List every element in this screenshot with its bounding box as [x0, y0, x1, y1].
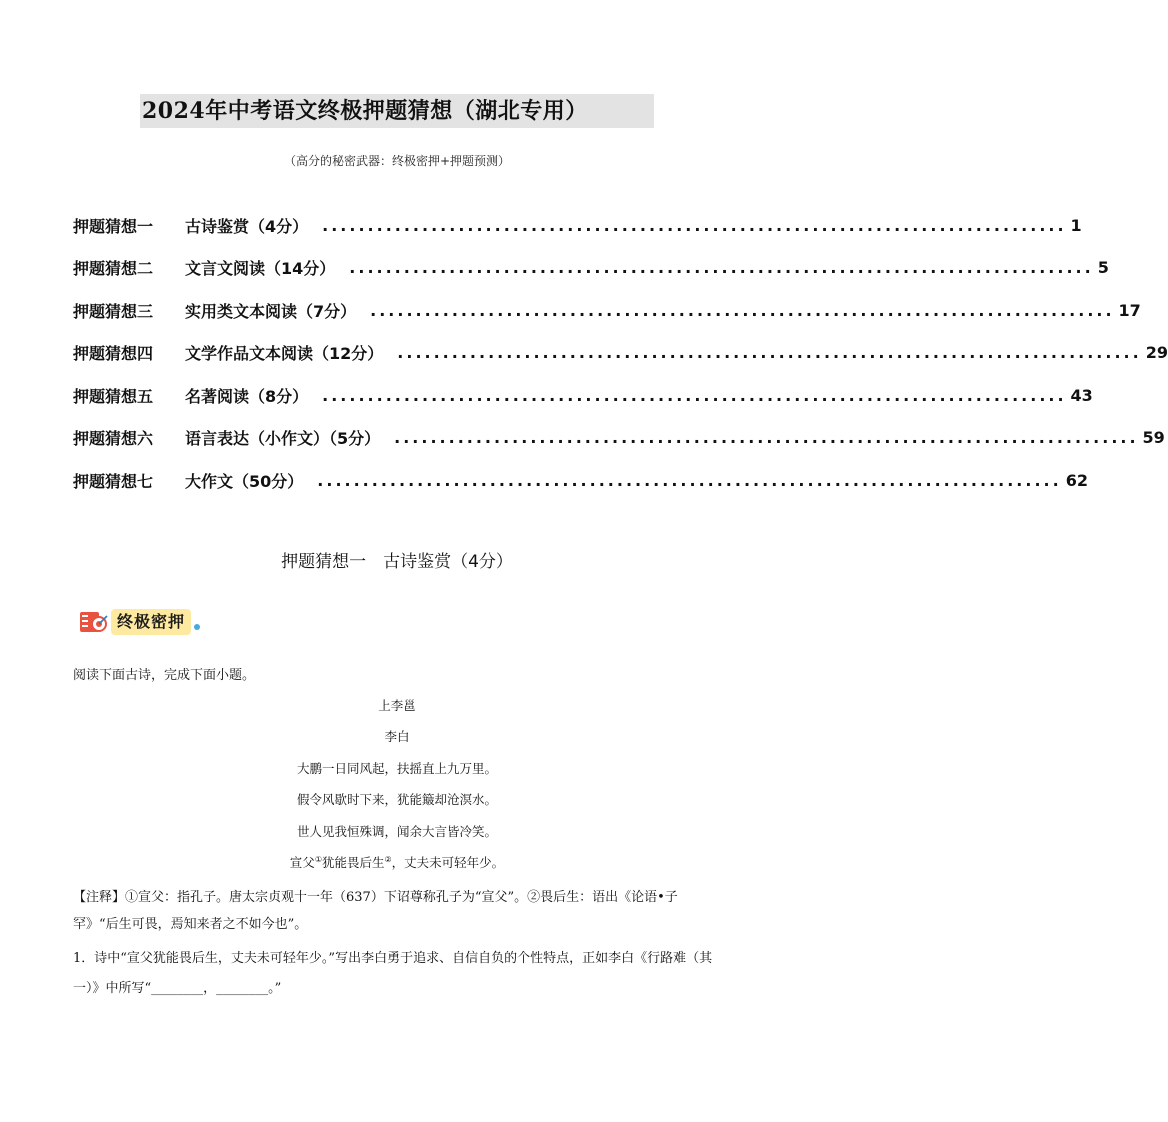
toc-entry[interactable]	[73, 289, 1141, 332]
toc-entry-number: 押题猜想四	[73, 344, 154, 364]
toc-entry-number: 押题猜想三	[73, 301, 154, 321]
toc-entry-page: 43	[1070, 385, 1093, 405]
toc-entry[interactable]	[73, 459, 1088, 502]
toc-leader-dots: ..................................................................................	[317, 470, 1062, 490]
toc-entry-number: 押题猜想二	[73, 259, 154, 279]
poem-line-part: ，丈夫未可轻年少。	[391, 855, 505, 870]
section-heading: 押题猜想一 古诗鉴赏（4分）	[281, 552, 513, 572]
toc-entry[interactable]	[73, 417, 1165, 460]
toc-leader-dots: ..................................................................................	[322, 215, 1067, 235]
page-title: 2024年中考语文终极押题猜想（湖北专用）	[142, 98, 588, 124]
toc-entry[interactable]	[73, 374, 1093, 417]
toc-entry-title: 大作文（50分）	[185, 471, 304, 491]
toc-leader-dots: ..................................................................................	[394, 428, 1139, 448]
toc-entry-title: 实用类文本阅读（7分）	[185, 301, 357, 321]
toc-entry-page: 59	[1142, 428, 1165, 448]
toc-leader-dots: ..................................................................................	[322, 385, 1067, 405]
toc-entry-title: 文学作品文本阅读（12分）	[185, 344, 384, 364]
toc-leader-dots: ..................................................................................	[397, 343, 1142, 363]
poem-line: 大鹏一日同风起，扶摇直上九万里。	[296, 761, 497, 776]
toc-entry-page: 62	[1065, 470, 1088, 490]
table-of-contents	[73, 204, 1168, 502]
toc-entry-title: 古诗鉴赏（4分）	[185, 216, 309, 236]
toc-leader-dots: ..................................................................................	[349, 258, 1094, 278]
badge-label: 终极密押	[111, 609, 191, 635]
section-badge	[79, 608, 200, 636]
toc-entry-page: 5	[1097, 258, 1109, 278]
question-1: 1．诗中“宣父犹能畏后生，丈夫未可轻年少。”写出李白勇于追求、自信自负的个性特点，正如李白《行路难（其一）》中所写“________，________。”	[73, 951, 713, 996]
poem-line-part: 宣父	[289, 855, 315, 870]
toc-entry-number: 押题猜想六	[73, 429, 154, 449]
badge-dot	[194, 624, 200, 630]
poem-line: 世人见我恒殊调，闻余大言皆冷笑。	[296, 824, 497, 839]
footnote-mark: ②	[384, 854, 392, 864]
toc-entry-number: 押题猜想七	[73, 471, 154, 491]
poem-line-part: 犹能畏后生	[321, 855, 385, 870]
target-board-icon	[79, 609, 109, 635]
toc-leader-dots: ..................................................................................	[370, 300, 1115, 320]
toc-entry[interactable]	[73, 204, 1082, 247]
toc-entry-title: 语言表达（小作文）（5分）	[185, 429, 381, 449]
toc-entry-number: 押题猜想五	[73, 386, 154, 406]
toc-entry-title: 文言文阅读（14分）	[185, 259, 336, 279]
toc-entry-page: 29	[1145, 343, 1168, 363]
page-subtitle: （高分的秘密武器：终极密押+押题预测）	[283, 154, 511, 168]
instruction-text: 阅读下面古诗，完成下面小题。	[73, 668, 256, 683]
toc-entry-number: 押题猜想一	[73, 216, 154, 236]
toc-entry-page: 17	[1118, 300, 1141, 320]
toc-entry[interactable]	[73, 247, 1109, 290]
poem-line: 假令风歇时下来，犹能簸却沧溟水。	[296, 792, 497, 807]
toc-entry[interactable]	[73, 332, 1168, 375]
toc-entry-page: 1	[1070, 215, 1082, 235]
poem-title: 上李邕	[378, 698, 416, 713]
toc-entry-title: 名著阅读（8分）	[185, 386, 309, 406]
footnote-mark: ①	[314, 854, 322, 864]
poem-line	[0, 853, 794, 871]
poem-author: 李白	[384, 729, 410, 744]
annotation-note: 【注释】①宣父：指孔子。唐太宗贞观十一年（637）下诏尊称孔子为“宣父”。②畏后生：语出《论语•子罕》“后生可畏，焉知来者之不如今也”。	[73, 890, 678, 932]
